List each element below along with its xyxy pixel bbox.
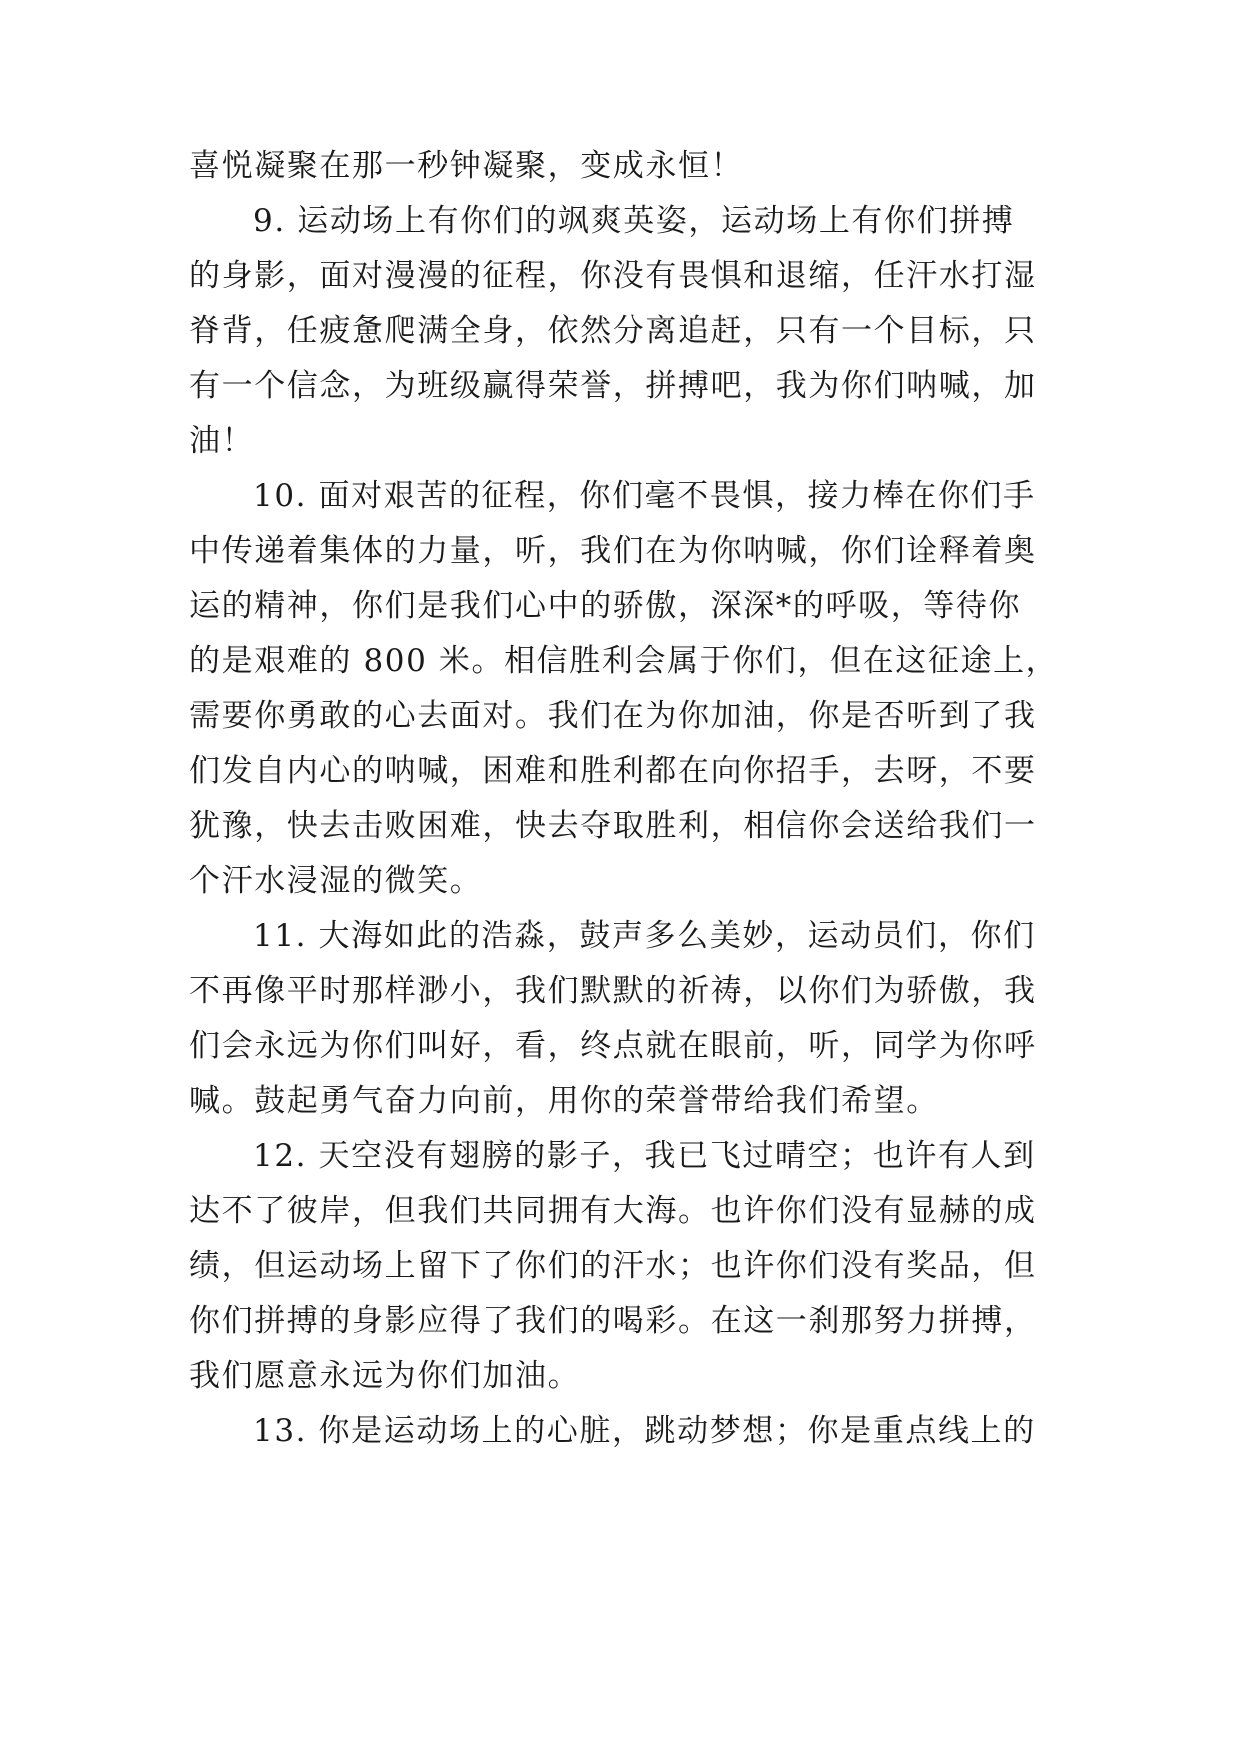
text-line: 的身影，面对漫漫的征程，你没有畏惧和退缩，任汗水打湿 xyxy=(189,258,1037,294)
text-line: 绩，但运动场上留下了你们的汗水；也许你们没有奖品，但 xyxy=(189,1248,1037,1284)
text-line: 我们愿意永远为你们加油。 xyxy=(189,1358,581,1394)
paragraph-10-first-line: 10. 面对艰苦的征程，你们毫不畏惧，接力棒在你们手 xyxy=(253,478,1036,514)
paragraph-12-first-line: 12. 天空没有翅膀的影子，我已飞过晴空；也许有人到 xyxy=(253,1138,1036,1174)
text-line: 中传递着集体的力量，听，我们在为你呐喊，你们诠释着奥 xyxy=(189,533,1037,569)
text-line: 有一个信念，为班级赢得荣誉，拼搏吧，我为你们呐喊，加 xyxy=(189,368,1037,404)
paragraph-9-first-line: 9. 运动场上有你们的飒爽英姿，运动场上有你们拼搏 xyxy=(253,203,1015,239)
text-line: 你们拼搏的身影应得了我们的喝彩。在这一刹那努力拼搏， xyxy=(189,1303,1037,1339)
text-line: 们会永远为你们叫好，看，终点就在眼前，听，同学为你呼 xyxy=(189,1028,1037,1064)
text-line: 的是艰难的 800 米。相信胜利会属于你们，但在这征途上， xyxy=(189,643,1059,679)
text-line: 个汗水浸湿的微笑。 xyxy=(189,863,483,899)
text-line: 需要你勇敢的心去面对。我们在为你加油，你是否听到了我 xyxy=(189,698,1037,734)
text-line: 喜悦凝聚在那一秒钟凝聚，变成永恒！ xyxy=(189,148,744,184)
paragraph-13-first-line: 13. 你是运动场上的心脏，跳动梦想；你是重点线上的 xyxy=(253,1413,1036,1449)
text-line: 喊。鼓起勇气奋力向前，用你的荣誉带给我们希望。 xyxy=(189,1083,939,1119)
text-line: 犹豫，快去击败困难，快去夺取胜利，相信你会送给我们一 xyxy=(189,808,1037,844)
text-line: 达不了彼岸，但我们共同拥有大海。也许你们没有显赫的成 xyxy=(189,1193,1037,1229)
text-line: 脊背，任疲惫爬满全身，依然分离追赶，只有一个目标，只 xyxy=(189,313,1037,349)
text-line: 不再像平时那样渺小，我们默默的祈祷，以你们为骄傲，我 xyxy=(189,973,1037,1009)
text-line: 运的精神，你们是我们心中的骄傲，深深*的呼吸，等待你 xyxy=(189,588,1022,624)
text-line: 油！ xyxy=(189,423,255,459)
text-line: 们发自内心的呐喊，困难和胜利都在向你招手，去呀，不要 xyxy=(189,753,1037,789)
paragraph-11-first-line: 11. 大海如此的浩淼，鼓声多么美妙，运动员们，你们 xyxy=(253,918,1036,954)
